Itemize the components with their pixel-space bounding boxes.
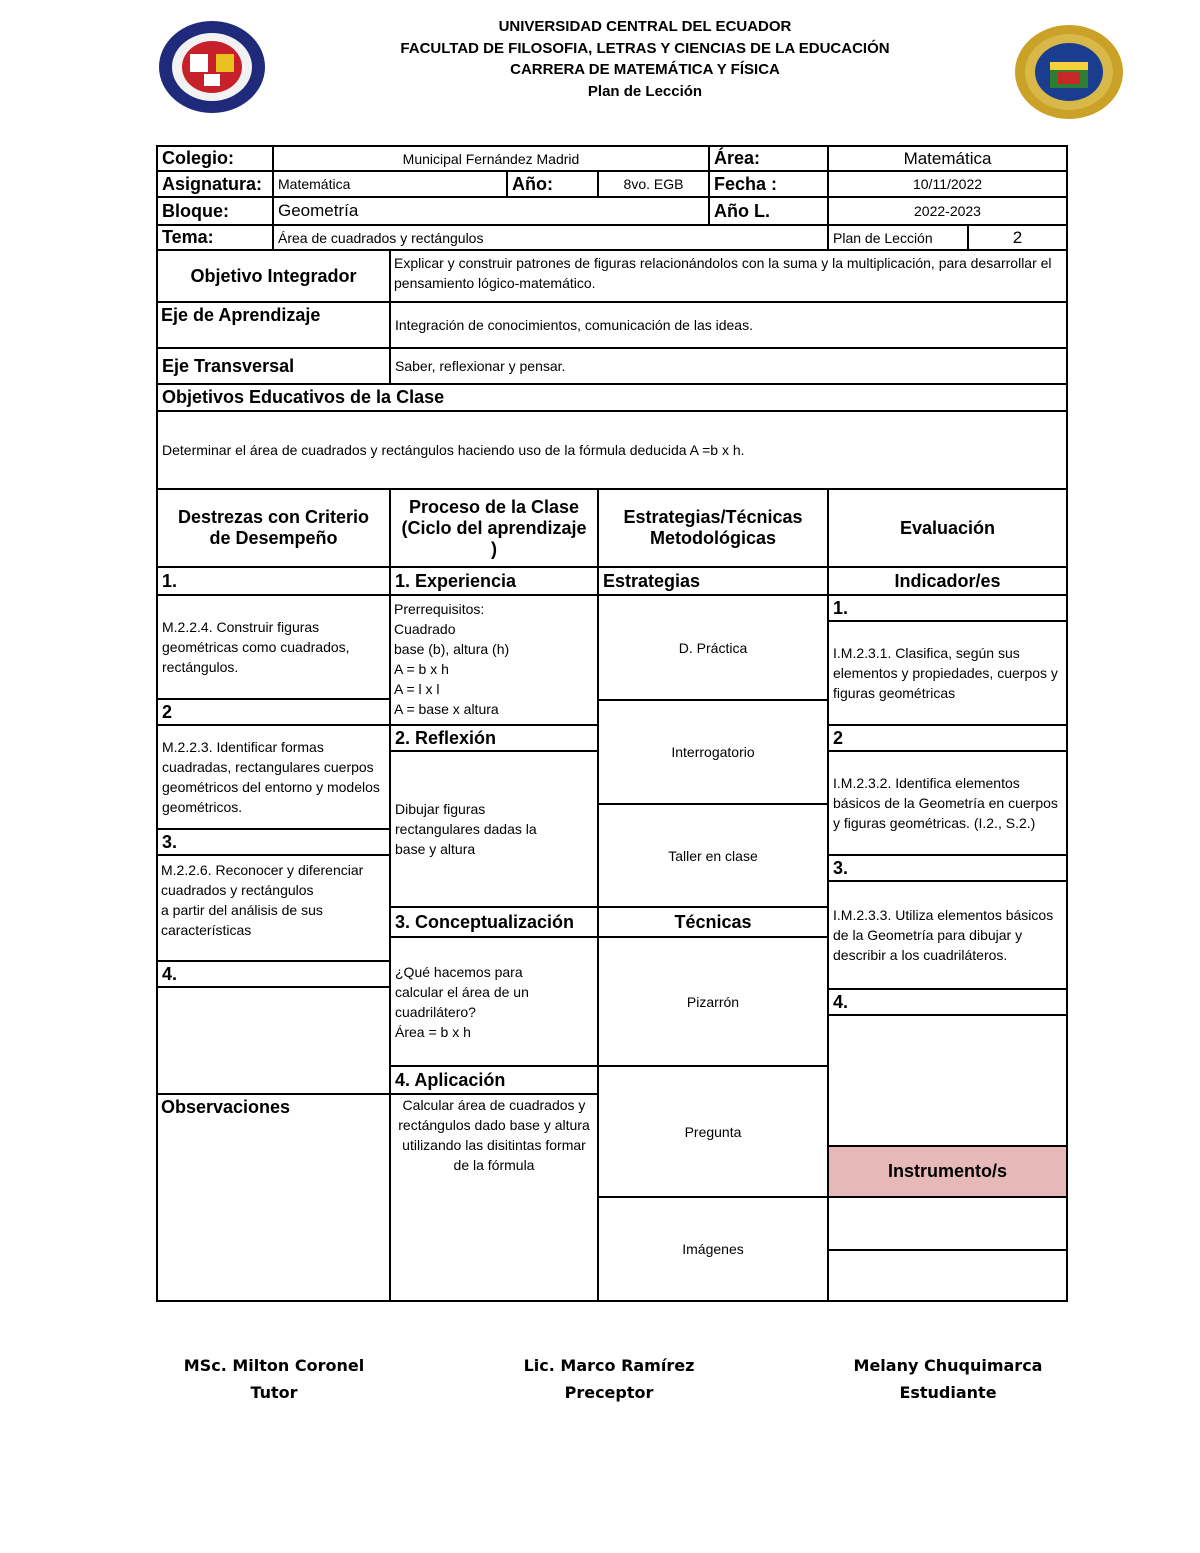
tutor-name: MSc. Milton Coronel (183, 1356, 365, 1375)
tema-label: Tema: (156, 224, 274, 251)
eje-transversal-value: Saber, reflexionar y pensar. (389, 347, 1068, 385)
aplicacion-text: Calcular área de cuadrados y rectángulos dado base y altura utilizando las disitintas formar de la fórmula (389, 1093, 599, 1302)
anio-lectivo-label: Año L. (708, 196, 829, 226)
colegio-value: Municipal Fernández Madrid (272, 145, 710, 172)
estrategia-1: D. Práctica (597, 594, 829, 701)
destreza-text-4 (156, 986, 391, 1095)
indicador-title: Indicador/es (827, 566, 1068, 596)
plan-label: Plan de Lección (827, 224, 969, 251)
anio-lectivo-value: 2022-2023 (827, 196, 1068, 226)
tecnica-2: Pregunta (597, 1065, 829, 1198)
indicador-number-2: 2 (827, 724, 1068, 752)
aplicacion-title: 4. Aplicación (389, 1065, 599, 1095)
proceso-header: Proceso de la Clase (Ciclo del aprendizaje ) (389, 488, 599, 568)
reflexion-title: 2. Reflexión (389, 724, 599, 752)
document-type: Plan de Lección (587, 82, 703, 100)
tecnicas-title: Técnicas (597, 906, 829, 938)
objetivos-educativos-value: Determinar el área de cuadrados y rectángulos haciendo uso de la fórmula deducida A =b x h. (156, 410, 1068, 490)
destreza-number-2: 2 (156, 698, 391, 726)
faculty-name: FACULTAD DE FILOSOFIA, LETRAS Y CIENCIAS DE LA EDUCACIÓN (400, 39, 890, 57)
fecha-label: Fecha : (708, 170, 829, 198)
indicador-number-1: 1. (827, 594, 1068, 622)
experiencia-text: Prerrequisitos: Cuadrado base (b), altura (h) A = b x h A = l x l A = base x altura (389, 594, 599, 726)
preceptor-name: Lic. Marco Ramírez (523, 1356, 695, 1375)
asignatura-value: Matemática (272, 170, 508, 198)
estrategias-header: Estrategias/Técnicas Metodológicas (597, 488, 829, 568)
student-role: Estudiante (899, 1383, 997, 1402)
destrezas-header: Destrezas con Criterio de Desempeño (156, 488, 391, 568)
estrategia-3: Taller en clase (597, 803, 829, 908)
document-header (300, 16, 990, 102)
bloque-label: Bloque: (156, 196, 274, 226)
eje-aprendizaje-label: Eje de Aprendizaje (156, 301, 391, 349)
estrategias-title: Estrategias (597, 566, 829, 596)
anio-value: 8vo. EGB (597, 170, 710, 198)
fecha-value: 10/11/2022 (827, 170, 1068, 198)
bloque-value: Geometría (272, 196, 710, 226)
university-name: UNIVERSIDAD CENTRAL DEL ECUADOR (498, 18, 792, 35)
destreza-text-1: M.2.2.4. Construir figuras geométricas como cuadrados, rectángulos. (156, 594, 391, 700)
objetivo-integrador-value: Explicar y construir patrones de figuras relacionándolos con la suma y la multiplicación, para desarrollar el pensamiento lógico-matemático. (389, 249, 1068, 303)
conceptualizacion-text: ¿Qué hacemos para calcular el área de un cuadrilátero? Área = b x h (389, 936, 599, 1067)
instrumento-row-1 (827, 1196, 1068, 1251)
instrumento-row-2 (827, 1249, 1068, 1302)
indicador-text-1: I.M.2.3.1. Clasifica, según sus elementos y propiedades, cuerpos y figuras geométricas (827, 620, 1068, 726)
objetivos-educativos-label: Objetivos Educativos de la Clase (156, 383, 1068, 412)
destreza-text-2: M.2.2.3. Identificar formas cuadradas, rectangulares cuerpos geométricos del entorno y modelos geométricos. (156, 724, 391, 830)
tecnica-3: Imágenes (597, 1196, 829, 1302)
signature-preceptor (459, 1352, 759, 1406)
tema-value: Área de cuadrados y rectángulos (272, 224, 829, 251)
university-logo (1014, 24, 1124, 120)
destreza-number-3: 3. (156, 828, 391, 856)
signature-tutor (124, 1352, 424, 1406)
indicador-text-3: I.M.2.3.3. Utiliza elementos básicos de la Geometría para dibujar y describir a los cuadriláteros. (827, 880, 1068, 990)
career-name: CARRERA DE MATEMÁTICA Y FÍSICA (510, 61, 780, 78)
anio-label: Año: (506, 170, 599, 198)
colegio-label: Colegio: (156, 145, 274, 172)
area-label: Área: (708, 145, 829, 172)
tecnica-1: Pizarrón (597, 936, 829, 1067)
tutor-role: Tutor (250, 1383, 298, 1402)
experiencia-title: 1. Experiencia (389, 566, 599, 596)
indicador-text-2: I.M.2.3.2. Identifica elementos básicos de la Geometría en cuerpos y figuras geométricas. (I.2., S.2.) (827, 750, 1068, 856)
destreza-number-1: 1. (156, 566, 391, 596)
student-name: Melany Chuquimarca (853, 1356, 1043, 1375)
observaciones-label: Observaciones (156, 1093, 391, 1302)
area-value: Matemática (827, 145, 1068, 172)
objetivo-integrador-label: Objetivo Integrador (156, 249, 391, 303)
signature-student (798, 1352, 1098, 1406)
asignatura-label: Asignatura: (156, 170, 274, 198)
destreza-number-4: 4. (156, 960, 391, 988)
preceptor-role: Preceptor (564, 1383, 654, 1402)
evaluacion-header: Evaluación (827, 488, 1068, 568)
conceptualizacion-title: 3. Conceptualización (389, 906, 599, 938)
destreza-text-3: M.2.2.6. Reconocer y diferenciar cuadrados y rectángulos a partir del análisis de sus características (156, 854, 391, 962)
eje-aprendizaje-value: Integración de conocimientos, comunicación de las ideas. (389, 301, 1068, 349)
plan-value: 2 (967, 224, 1068, 251)
indicador-number-4: 4. (827, 988, 1068, 1016)
indicador-text-4 (827, 1014, 1068, 1147)
instrumento-title: Instrumento/s (827, 1145, 1068, 1198)
estrategia-2: Interrogatorio (597, 699, 829, 805)
indicador-number-3: 3. (827, 854, 1068, 882)
faculty-logo (158, 20, 266, 114)
eje-transversal-label: Eje Transversal (156, 347, 391, 385)
reflexion-text: Dibujar figuras rectangulares dadas la base y altura (389, 750, 599, 908)
